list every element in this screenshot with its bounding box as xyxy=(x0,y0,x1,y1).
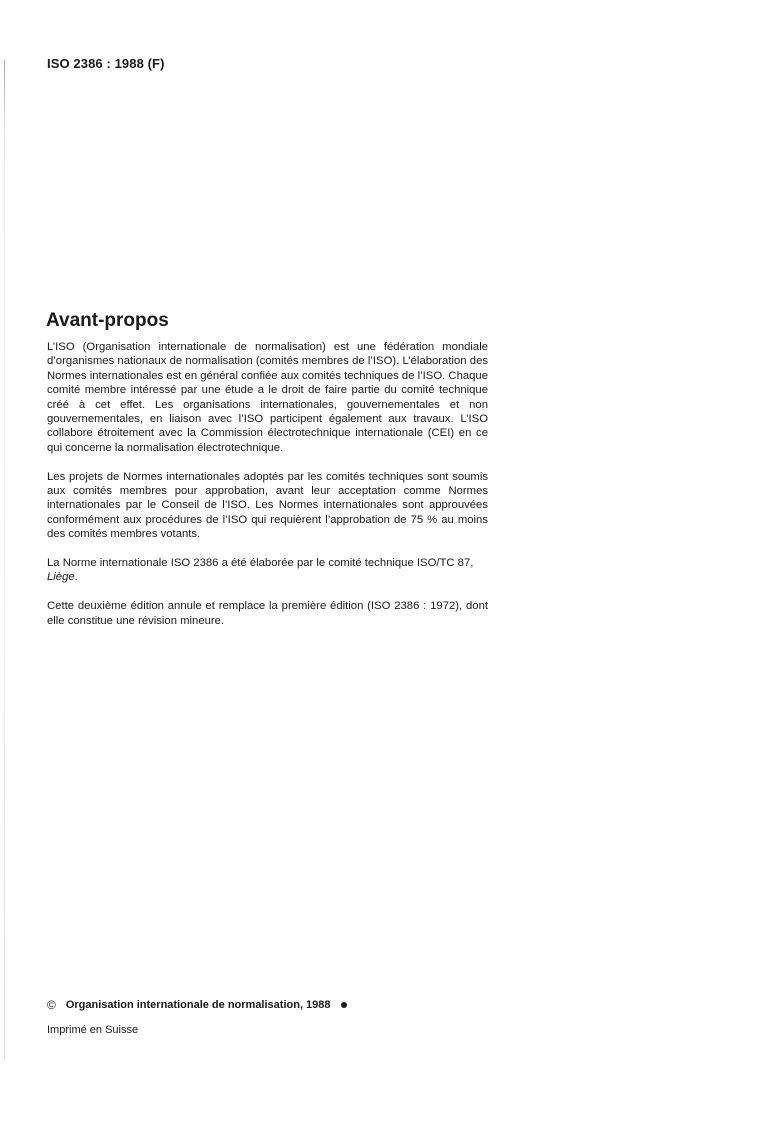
copyright-line xyxy=(47,998,347,1012)
scan-edge-line xyxy=(4,60,5,1060)
foreword-body xyxy=(47,340,488,642)
standard-reference-header: ISO 2386 : 1988 (F) xyxy=(47,56,165,71)
paragraph-3-end: . xyxy=(74,571,78,584)
foreword-paragraph-3 xyxy=(47,556,488,585)
foreword-paragraph-2: Les projets de Normes internationales adoptés par les comités techniques sont soumis aux comités membres pour approbation, avant leur acceptation comme Normes internationales par le Conseil de l’ISO. Les Normes internationales sont approuvées conformément aux procédures de l’ISO qui requièrent l’approbation de 75 % au moins des comités membres votants. xyxy=(47,470,488,541)
bullet-icon xyxy=(341,1002,347,1008)
committee-name: Liège xyxy=(47,571,75,584)
foreword-paragraph-4: Cette deuxième édition annule et remplace la première édition (ISO 2386 : 1972), dont elle constitue une révision mineure. xyxy=(47,600,488,627)
paragraph-3-text: La Norme internationale ISO 2386 a été élaborée par le comité technique ISO/TC 87, xyxy=(47,557,474,570)
imprint-line: Imprimé en Suisse xyxy=(47,1024,139,1036)
foreword-title: Avant-propos xyxy=(46,310,169,331)
foreword-paragraph-1: L’ISO (Organisation internationale de normalisation) est une fédération mondiale d’organismes nationaux de normalisation (comités membres de l’ISO). L’élaboration des Normes internationales est en général confiée aux comités techniques de l’ISO. Chaque comité membre intéressé par une étude a le droit de faire partie du comité technique créé à cet effet. Les organisations internationales, gouvernementales et non gouvernementales, en liaison avec l’ISO participent également aux travaux. L’ISO collabore étroitement avec la Commission électrotechnique internationale (CEI) en ce qui concerne la normalisation électrotechnique. xyxy=(47,341,488,454)
copyright-icon: © xyxy=(47,998,56,1012)
copyright-text: Organisation internationale de normalisation, 1988 xyxy=(65,999,331,1011)
